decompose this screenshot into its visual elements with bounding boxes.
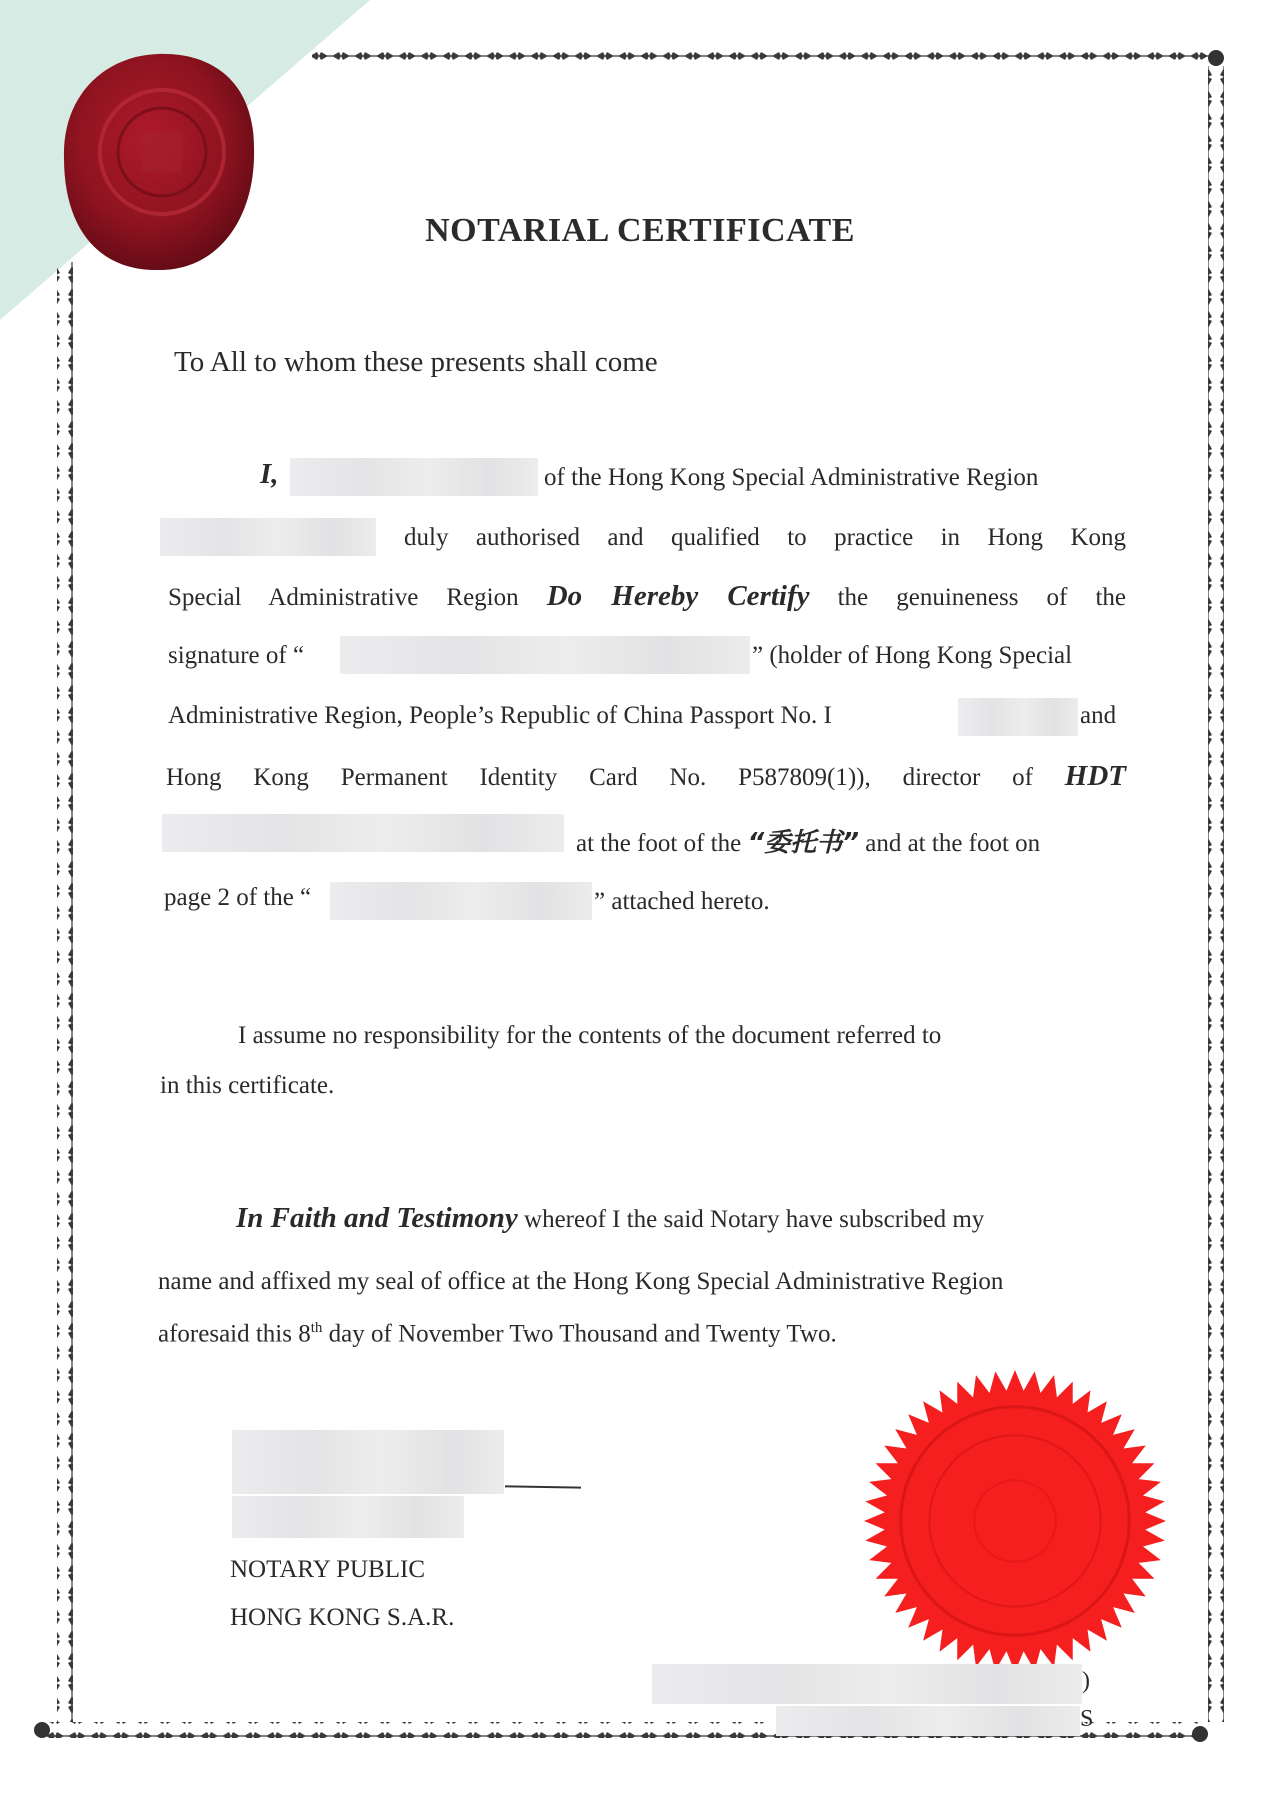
redacted-name [290, 458, 538, 496]
body-line-7c: and at the foot on [865, 830, 1041, 857]
faith-line-1b: whereof I the said Notary have subscribed my [524, 1206, 985, 1233]
redacted-signature [232, 1430, 504, 1494]
body-line-3 [168, 580, 1126, 613]
faith-line-3a: aforesaid this 8 [158, 1320, 311, 1348]
faith-line-1 [236, 1202, 984, 1235]
notary-title-1: NOTARY PUBLIC [230, 1556, 426, 1583]
chinese-doc-title: “委托书” [747, 828, 859, 858]
certify-phrase: Do Hereby Certify [546, 580, 810, 612]
faith-line-3 [158, 1320, 837, 1348]
redacted-company [162, 814, 564, 852]
faith-sup: th [310, 1320, 323, 1336]
body-line-7 [576, 822, 1040, 859]
disclaimer-line-2: in this certificate. [160, 1072, 335, 1099]
redacted-firm [160, 518, 376, 556]
body-line-1 [260, 458, 279, 491]
body-line-2: duly authorised and qualified to practice in Hong Kong [404, 524, 1126, 551]
faith-line-3b: day of November Two Thousand and Twenty Two. [322, 1320, 837, 1348]
body-line-4a: signature of “ [168, 642, 305, 669]
company-hdt: HDT [1064, 760, 1126, 792]
salutation: To All to whom these presents shall come [174, 346, 658, 378]
disclaimer-line-1: I assume no responsibility for the contents of the document referred to [238, 1022, 942, 1049]
body-line-3c: the genuineness of the [837, 584, 1127, 611]
bottom-partial-1: ) [1082, 1668, 1090, 1694]
redacted-signatory [340, 636, 750, 674]
body-line-3a: Special Administrative Region [168, 584, 519, 611]
body-line-8b: ” attached hereto. [594, 888, 770, 915]
body-line-1-suffix: of the Hong Kong Special Administrative Region [544, 464, 1039, 491]
body-line-5a: Administrative Region, People’s Republic of China Passport No. I [168, 702, 832, 729]
body-line-7a: at the foot of the [576, 830, 742, 857]
foil-seal-icon [862, 1368, 1168, 1674]
bottom-partial-2: S [1080, 1706, 1094, 1732]
redacted-reference-1 [652, 1664, 1082, 1704]
page-title: NOTARIAL CERTIFICATE [425, 212, 855, 249]
body-line-5b: and [1080, 702, 1117, 729]
redacted-passport [958, 698, 1078, 736]
redacted-document [330, 882, 592, 920]
body-line-6a: Hong Kong Permanent Identity Card No. P587809(1)), director of [166, 764, 1033, 791]
faith-line-2: name and affixed my seal of office at the Hong Kong Special Administrative Region [158, 1268, 1004, 1295]
redacted-notary-name [232, 1496, 464, 1538]
body-line-6 [166, 760, 1126, 793]
body-i: I, [260, 458, 279, 490]
faith-phrase: In Faith and Testimony [236, 1202, 518, 1234]
body-line-4b: ” (holder of Hong Kong Special [752, 642, 1073, 669]
redacted-reference-2 [776, 1706, 1080, 1736]
notary-title-2: HONG KONG S.A.R. [230, 1604, 455, 1631]
body-line-8a: page 2 of the “ [164, 884, 312, 911]
